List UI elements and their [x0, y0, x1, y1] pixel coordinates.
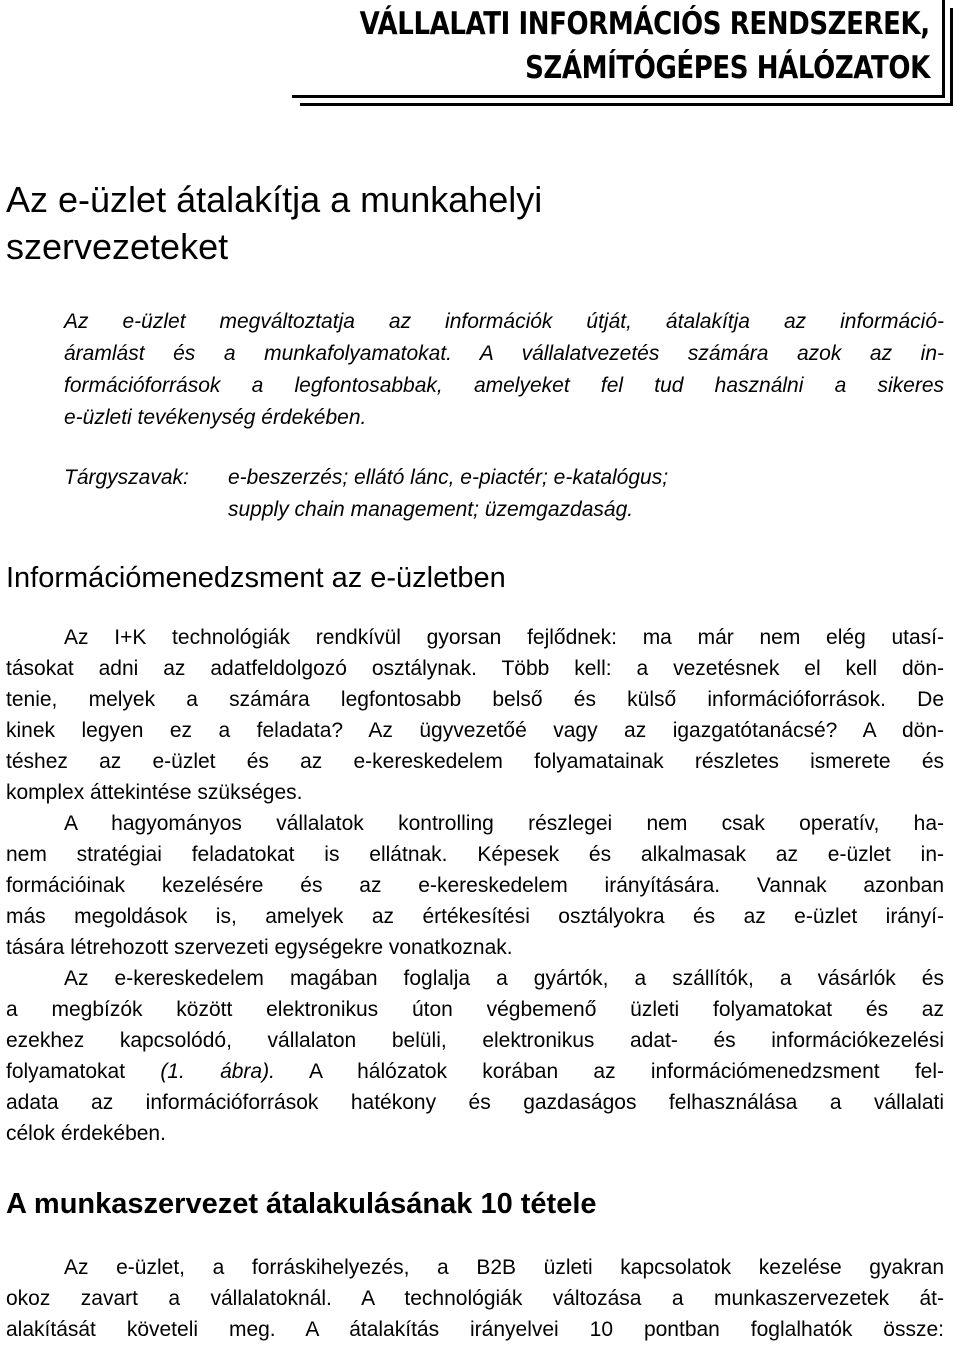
paragraph-line: célok érdekében.: [6, 1122, 166, 1145]
paragraph-line: ezekhez kapcsolódó, vállalaton belüli, elektronikus adat- és információkezelési: [6, 1029, 944, 1052]
section-2-body: [6, 1252, 944, 1345]
paragraph-line: Az e-üzlet, a forráskihelyezés, a B2B üzleti kapcsolatok kezelése gyakran: [64, 1256, 944, 1279]
abstract-line: áramlást és a munkafolyamatokat. A vállalatvezetés számára azok az in-: [64, 342, 944, 365]
paragraph-line: Az I+K technológiák rendkívül gyorsan fejlődnek: ma már nem elég utasí-: [64, 626, 944, 649]
keywords-line-1: e-beszerzés; ellátó lánc, e-piactér; e-katalógus;: [228, 466, 669, 489]
keywords-line-2: supply chain management; üzemgazdaság.: [228, 498, 634, 521]
paragraph-line: tásokat adni az adatfeldolgozó osztálynak. Több kell: a vezetésnek el kell dön-: [6, 657, 944, 680]
paragraph-line: adata az információforrások hatékony és gazdaságos felhasználása a vállalati: [6, 1091, 944, 1114]
article-title: [6, 176, 906, 270]
article-title-line-1: Az e-üzlet átalakítja a munkahelyi: [6, 179, 543, 220]
paragraph-line: A hagyományos vállalatok kontrolling részlegei nem csak operatív, ha-: [64, 812, 944, 835]
paragraph-line: komplex áttekintése szükséges.: [6, 781, 303, 804]
paragraph-line-with-figure-ref: [6, 1056, 944, 1087]
abstract-line: formációforrások a legfontosabbak, amelyeket fel tud használni a sikeres: [64, 374, 944, 397]
article-title-line-2: szervezeteket: [6, 226, 229, 267]
paragraph-text: folyamatokat: [6, 1060, 126, 1083]
paragraph-text: A hálózatok korában az információmenedzsment fel-: [309, 1060, 945, 1083]
running-header-line-1: VÁLLALATI INFORMÁCIÓS RENDSZEREK,: [359, 6, 930, 42]
section-heading-information-management: Információmenedzsment az e-üzletben: [6, 562, 506, 594]
keywords-label: Tárgyszavak:: [64, 466, 189, 489]
paragraph-line: más megoldások is, amelyek az értékesítési osztályokra és az e-üzlet irányí-: [6, 905, 944, 928]
figure-reference: (1. ábra).: [160, 1060, 275, 1083]
running-header-line-2: SZÁMÍTÓGÉPES HÁLÓZATOK: [525, 50, 930, 86]
paragraph-line: tására létrehozott szervezeti egységekre vonatkoznak.: [6, 936, 513, 959]
paragraph-line: Az e-kereskedelem magában foglalja a gyártók, a szállítók, a vásárlók és: [64, 967, 944, 990]
running-header: [292, 0, 945, 98]
paragraph-line: okoz zavart a vállalatoknál. A technológiák változása a munkaszervezetek át-: [6, 1287, 944, 1310]
paragraph-line: kinek legyen ez a feladata? Az ügyvezetőé vagy az igazgatótanácsé? A dön-: [6, 719, 944, 742]
section-1-body: [6, 622, 944, 1149]
paragraph-line: alakítását követeli meg. A átalakítás irányelvei 10 pontban foglalhatók össze:: [6, 1318, 944, 1341]
paragraph-line: téshez az e-üzlet és az e-kereskedelem folyamatainak részletes ismerete és: [6, 750, 944, 773]
abstract-line: Az e-üzlet megváltoztatja az információk útját, átalakítja az információ-: [64, 310, 944, 333]
paragraph-line: a megbízók között elektronikus úton végbemenő üzleti folyamatokat és az: [6, 998, 944, 1021]
paragraph-line: formációinak kezelésére és az e-kereskedelem irányítására. Vannak azonban: [6, 874, 944, 897]
abstract: [64, 306, 944, 434]
paragraph-line: tenie, melyek a számára legfontosabb belső és külső információforrások. De: [6, 688, 944, 711]
paragraph-line: nem stratégiai feladatokat is ellátnak. Képesek és alkalmasak az e-üzlet in-: [6, 843, 944, 866]
abstract-line: e-üzleti tevékenység érdekében.: [64, 406, 367, 429]
section-heading-work-organization: A munkaszervezet átalakulásának 10 tétele: [6, 1188, 597, 1220]
